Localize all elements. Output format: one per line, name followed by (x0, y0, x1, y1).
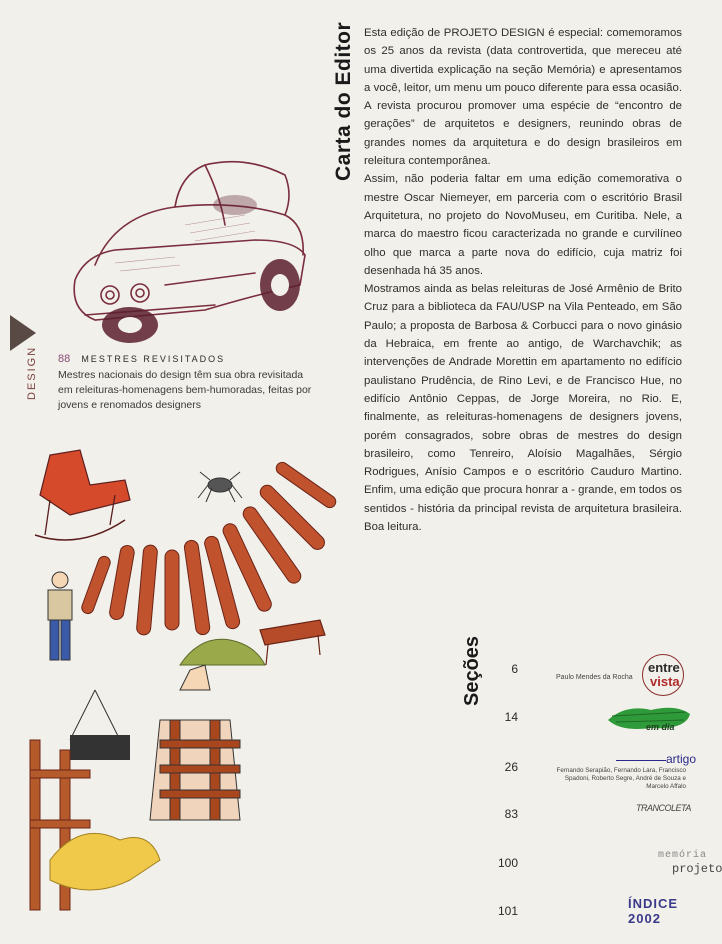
section-page-number: 83 (504, 807, 518, 821)
designer-sketches-collage (30, 440, 330, 930)
editor-letter-heading: Carta do Editor (332, 22, 355, 182)
section-page-number: 14 (504, 710, 518, 724)
strongman-harness-sketch (150, 665, 240, 820)
hanging-chairs-sketch (70, 690, 130, 760)
section-page-number: 100 (497, 856, 518, 870)
memoria-projeto-logo: memória projeto (658, 850, 722, 876)
editor-paragraph: Esta edição de PROJETO DESIGN é especial: comemoramos os 25 anos da revista (data controvertida, que mereceu até uma divertida explicação na seção Memória) e apresentamos a você, leitor, um menu um pouco diferente para essa ocasião. A revista procurou promover uma espécie de “encontro de gerações” de arquitetos e designers, reunindo obras de grandes nomes da arquitetura e do design brasileiros em releitura contemporânea. (364, 27, 682, 168)
indice-2002-logo: ÍNDICE 2002 (628, 896, 679, 926)
feature-description: Mestres nacionais do design têm sua obra revisitada em releituras-homenagens bem-humoradas, feitas por jovens e renomados designers (58, 369, 312, 411)
section-page-number: 101 (497, 904, 518, 918)
bench-sketch (260, 620, 325, 665)
feature-page-number: 88 (58, 353, 71, 365)
feature-title: MESTRES REVISITADOS (81, 354, 226, 364)
trancoleta-logo: TRANCOLETA (636, 803, 691, 813)
sections-heading: Seções (461, 636, 483, 707)
section-indice[interactable] (490, 896, 690, 944)
buggy-sketch-illustration (55, 145, 315, 350)
editor-paragraph: Mostramos ainda as belas releituras de José Armênio de Brito Cruz para a biblioteca da FAU/USP na Vila Penteado, em São Paulo; a proposta de Barbosa & Corbucci para o novo ginásio da Hebraica, em frente ao antigo, de Warchavchik; as intervenções de Andrade Morettin em apartamento no edifício paulistano Prudência, de Rino Levi, e de Francisco Hue, no edifício Antônio Ceppas, de Jorge Moreira, no Rio. E, finalmente, as releituras-homenagens de designers jovens, porém consagrados, sobre obras de mestres do design brasileiro, como Tenreiro, Aloísio Magalhães, Sérgio Rodrigues, Anísio Campos e o escritório Cauduro Martino. Enfim, uma edição que procura honrar a - grande, em todos os sentidos - história da principal revista de arquitetura brasileira. Boa leitura. (364, 283, 682, 534)
section-memoria-projeto[interactable] (490, 850, 722, 896)
mountain-sketch (180, 639, 265, 665)
man-with-camera-sketch (48, 572, 72, 660)
section-page-number: 6 (511, 662, 518, 676)
spider-sketch (198, 472, 242, 502)
interviewee-name: Paulo Mendes da Rocha (556, 674, 633, 681)
entrevista-logo: Paulo Mendes da Rocha entre vista (546, 654, 692, 700)
rocking-chair-sketch (35, 450, 130, 540)
artigo-logo: artigo Fernando Serapião, Fernando Lara, Francisco Spadoni, Roberto Segre, André de Souza e Marcelo Affalo (546, 752, 692, 798)
em-dia-logo: em dia (546, 702, 692, 748)
feature-teaser[interactable] (58, 352, 318, 413)
section-page-number: 26 (504, 760, 518, 774)
editor-letter-body (364, 24, 682, 536)
section-entrevista[interactable] (490, 662, 690, 702)
section-em-dia[interactable] (490, 710, 690, 750)
section-trancoleta[interactable] (490, 803, 691, 847)
design-section-tab: DESIGN (26, 345, 38, 400)
editor-paragraph: Assim, não poderia faltar em uma edição comemorativa o mestre Oscar Niemeyer, em parceria com o escritório Brasil Arquitetura, no projeto do NovoMuseu, em Curitiba. Nele, a marca do maestro ficou caracterizada no grande e curvilíneo olho que marca a parte nova do edifício, cuja matriz foi desenhada há 35 anos. (364, 173, 682, 277)
artigo-authors: Fernando Serapião, Fernando Lara, Francisco Spadoni, Roberto Segre, André de Souza e Marcelo Affalo (556, 767, 686, 790)
section-artigo[interactable] (490, 752, 697, 800)
